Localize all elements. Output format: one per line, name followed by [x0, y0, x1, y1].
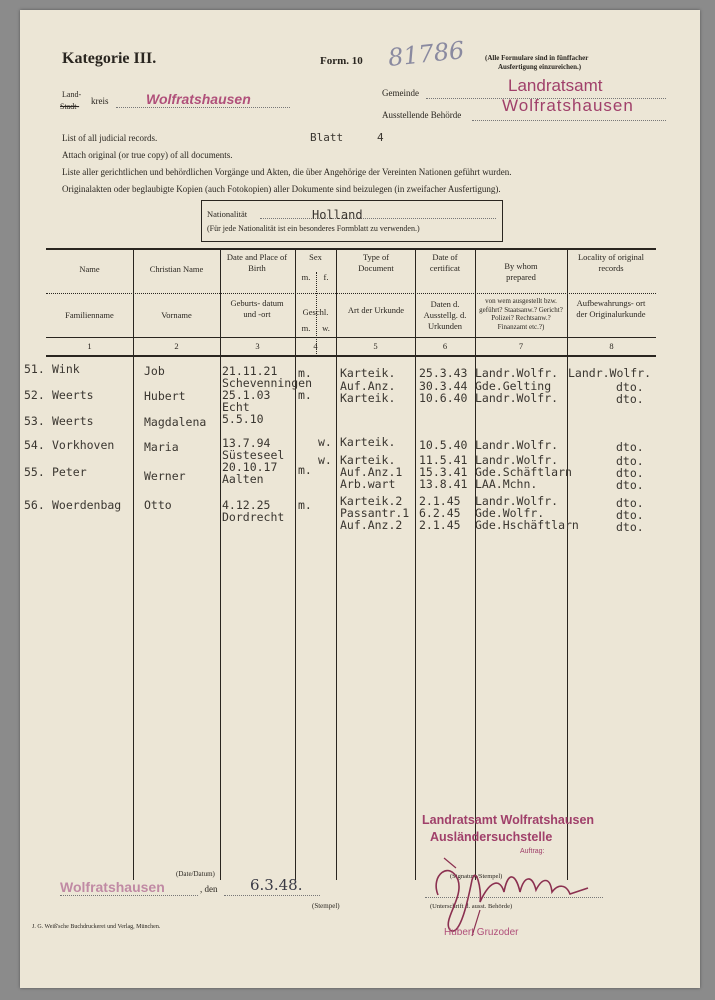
- row-doc: Arb.wart: [340, 477, 396, 491]
- row-doc: Passantr.1: [340, 506, 410, 520]
- col4-sub-m: m.: [301, 272, 311, 282]
- handwritten-file-number: 81786: [386, 36, 466, 72]
- row-number: 56.: [24, 498, 45, 512]
- row-birth-date: 20.10.17: [222, 460, 278, 474]
- row-name: Vorkhoven: [52, 438, 115, 452]
- col5-de: Art der Urkunde: [347, 305, 405, 315]
- table-top-rule: [46, 248, 656, 250]
- form-number: Form. 10: [320, 55, 363, 67]
- behoerde-signature-caption: (Unterschrift d. ausst. Behörde): [430, 903, 513, 910]
- row-doc: Auf.Anz.1: [340, 465, 403, 479]
- row-by: Landr.Wolfr.: [475, 438, 559, 452]
- col4-sub-f: f.: [323, 272, 329, 282]
- row-firstname: Hubert: [144, 389, 186, 403]
- row-date: 11.5.41: [419, 453, 468, 467]
- row-sex-w: w.: [318, 435, 332, 449]
- behoerde-label: Ausstellende Behörde: [382, 110, 462, 120]
- col3-num: 3: [255, 341, 260, 351]
- row-birth-place: Schevenningen: [222, 376, 313, 390]
- row-firstname: Maria: [144, 440, 179, 454]
- row-by: Gde.Wolfr.: [475, 506, 545, 520]
- instruction-1: List of all judicial records.: [62, 133, 158, 143]
- row-doc: Karteik.2: [340, 494, 403, 508]
- col4-en: Sex: [309, 252, 322, 262]
- col4-num: 4: [313, 341, 318, 351]
- col3-en: Date and Place of Birth: [226, 252, 288, 273]
- copies-note-1: (Alle Formulare sind in fünffacher: [485, 54, 589, 62]
- row-sex-w: w.: [318, 453, 332, 467]
- col3-de: Geburts- datum und -ort: [230, 298, 284, 319]
- header-divider: [46, 293, 656, 294]
- footer-place-stamp: Wolfratshausen: [60, 879, 165, 895]
- row-date: 13.8.41: [419, 477, 468, 491]
- printer-imprint: J. G. Weiß'sche Buchdruckerei und Verlag, München.: [32, 924, 161, 930]
- col2-num: 2: [174, 341, 179, 351]
- row-birth-date: 21.11.21: [222, 364, 278, 378]
- wolfratshausen-stamp: Wolfratshausen: [502, 96, 634, 115]
- land-label: Land-: [62, 90, 82, 99]
- row-firstname: Werner: [144, 469, 186, 483]
- category-title: Kategorie III.: [62, 50, 157, 67]
- row-name: Weerts: [52, 414, 94, 428]
- row-loc: dto.: [616, 478, 644, 492]
- row-date: 2.1.45: [419, 518, 461, 532]
- row-date: 10.5.40: [419, 438, 468, 452]
- col1-en: Name: [79, 264, 100, 274]
- row-by: Landr.Wolfr.: [475, 453, 559, 467]
- col1-de: Familienname: [65, 310, 114, 320]
- copies-note-2: Ausfertigung einzureichen.): [498, 63, 582, 71]
- row-sex-m: m.: [298, 366, 312, 380]
- row-loc: dto.: [616, 496, 644, 510]
- row-loc: dto.: [616, 380, 644, 394]
- row-name: Peter: [52, 465, 87, 479]
- instruction-4: Originalakten oder beglaubigte Kopien (auch Fotokopien) aller Dokumente sind beizulegen (in zweifacher Ausfertigung).: [62, 184, 501, 194]
- row-birth-place: Aalten: [222, 472, 264, 486]
- row-sex-m: m.: [298, 498, 312, 512]
- row-date: 30.3.44: [419, 379, 468, 393]
- col8-num: 8: [609, 341, 614, 351]
- col4-sub-de-m: m.: [301, 323, 311, 333]
- row-doc: Karteik.: [340, 366, 396, 380]
- row-number: 55.: [24, 465, 45, 479]
- row-name: Woerdenbag: [52, 498, 122, 512]
- row-birth-place: Dordrecht: [222, 510, 285, 524]
- col6-num: 6: [442, 341, 448, 351]
- header-bottom-rule: [46, 337, 656, 338]
- col4-de: Geschl.: [302, 307, 329, 317]
- signer-name-stamp: Hubert Gruzoder: [444, 927, 519, 938]
- row-doc: Karteik.: [340, 453, 396, 467]
- footer-date: 6.3.48.: [250, 876, 303, 894]
- kreis-stamp: Wolfratshausen: [146, 91, 251, 107]
- col2-en: Christian Name: [149, 264, 204, 274]
- row-firstname: Magdalena: [144, 415, 207, 429]
- den-label: , den: [200, 884, 218, 894]
- row-firstname: Otto: [144, 498, 172, 512]
- col5-en: Type of Document: [358, 252, 394, 273]
- col8-de: Aufbewahrungs- ort der Originalurkunde: [576, 298, 646, 319]
- row-birth-place: Süsteseel: [222, 448, 285, 462]
- row-date: 15.3.41: [419, 465, 468, 479]
- nationality-label: Nationalität: [207, 209, 248, 219]
- row-by: Landr.Wolfr.: [475, 494, 559, 508]
- row-number: 51.: [24, 362, 45, 376]
- col7-de: von wem ausgestellt bzw. geführt? Staatsanw.? Gericht? Polizei? Rechtsanw.? Finanzamt etc.?): [479, 297, 563, 331]
- row-number: 54.: [24, 438, 45, 452]
- date-caption: (Date/Datum): [176, 870, 215, 878]
- stempel-caption: (Stempel): [312, 902, 340, 910]
- row-loc: dto.: [616, 520, 644, 534]
- row-sex-m: m.: [298, 388, 312, 402]
- blatt-value: 4: [377, 131, 384, 144]
- row-by: Landr.Wolfr.: [475, 366, 559, 380]
- row-number: 52.: [24, 388, 45, 402]
- row-doc: Auf.Anz.: [340, 379, 396, 393]
- footer-stamp-line1: Landratsamt Wolfratshausen: [422, 813, 595, 827]
- row-birth-place: Echt: [222, 400, 250, 414]
- row-loc: dto.: [616, 392, 644, 406]
- row-by: Gde.Schäftlarn: [475, 465, 572, 479]
- col6-en: Date of certificat: [429, 252, 461, 273]
- row-doc: Karteik.: [340, 391, 396, 405]
- row-birth-date: 4.12.25: [222, 498, 271, 512]
- row-by: LAA.Mchn.: [475, 477, 538, 491]
- col4-sub-de-w: w.: [322, 323, 330, 333]
- document-page: [20, 10, 700, 988]
- kreis-line: [116, 107, 290, 108]
- row-loc: dto.: [616, 466, 644, 480]
- footer-stamp-line2: Ausländersuchstelle: [430, 830, 553, 844]
- row-firstname: Job: [144, 364, 165, 378]
- row-by: Gde.Gelting: [475, 379, 552, 393]
- stadt-label-struck: Stadt-: [60, 102, 80, 111]
- row-loc: dto.: [616, 440, 644, 454]
- row-birth-date: 13.7.94: [222, 436, 271, 450]
- col5-num: 5: [373, 341, 378, 351]
- nationality-value: Holland: [312, 208, 363, 222]
- row-date: 2.1.45: [419, 494, 461, 508]
- row-date: 25.3.43: [419, 366, 468, 380]
- row-doc: Auf.Anz.2: [340, 518, 403, 532]
- row-loc: dto.: [616, 508, 644, 522]
- row-date: 6.2.45: [419, 506, 461, 520]
- col1-num: 1: [87, 341, 92, 351]
- nationality-line: [260, 218, 496, 219]
- row-sex-m: m.: [298, 463, 312, 477]
- col7-num: 7: [518, 341, 524, 351]
- behoerde-line: [472, 120, 666, 121]
- landratsamt-stamp: Landratsamt: [508, 76, 603, 95]
- nationality-note: (Für jede Nationalität ist ein besonderes Formblatt zu verwenden.): [207, 224, 420, 233]
- place-line: [60, 895, 198, 896]
- footer-stamp-line3: Auftrag:: [520, 848, 545, 855]
- row-number: 53.: [24, 414, 45, 428]
- row-birth-date: 25.1.03: [222, 388, 271, 402]
- blatt-label: Blatt: [310, 131, 344, 144]
- number-row-rule: [46, 355, 656, 357]
- signature-caption: (Signature/Stempel): [450, 873, 503, 880]
- col2-de: Vorname: [161, 310, 192, 320]
- row-name: Wink: [52, 362, 80, 376]
- signature-scrawl: [420, 840, 610, 940]
- row-loc: Landr.Wolfr.: [568, 366, 652, 380]
- col6-de: Daten d. Ausstellg. d. Urkunden: [423, 299, 467, 331]
- row-name: Weerts: [52, 388, 94, 402]
- row-by: Gde.Hschäftlarn: [475, 518, 579, 532]
- row-birth-date: 5.5.10: [222, 412, 264, 426]
- gemeinde-label: Gemeinde: [382, 88, 419, 98]
- instruction-2: Attach original (or true copy) of all documents.: [62, 150, 233, 160]
- row-doc: Karteik.: [340, 435, 396, 449]
- col8-en: Locality of original records: [577, 252, 645, 273]
- row-loc: dto.: [616, 454, 644, 468]
- kreis-label: kreis: [91, 96, 109, 106]
- row-by: Landr.Wolfr.: [475, 391, 559, 405]
- row-date: 10.6.40: [419, 391, 468, 405]
- date-line: [224, 895, 320, 896]
- col7-en: By whom prepared: [504, 261, 538, 282]
- instruction-3: Liste aller gerichtlichen und behördlichen Vorgänge und Akten, die über Angehörige der Vereinten Nationen geführt wurden.: [62, 167, 512, 177]
